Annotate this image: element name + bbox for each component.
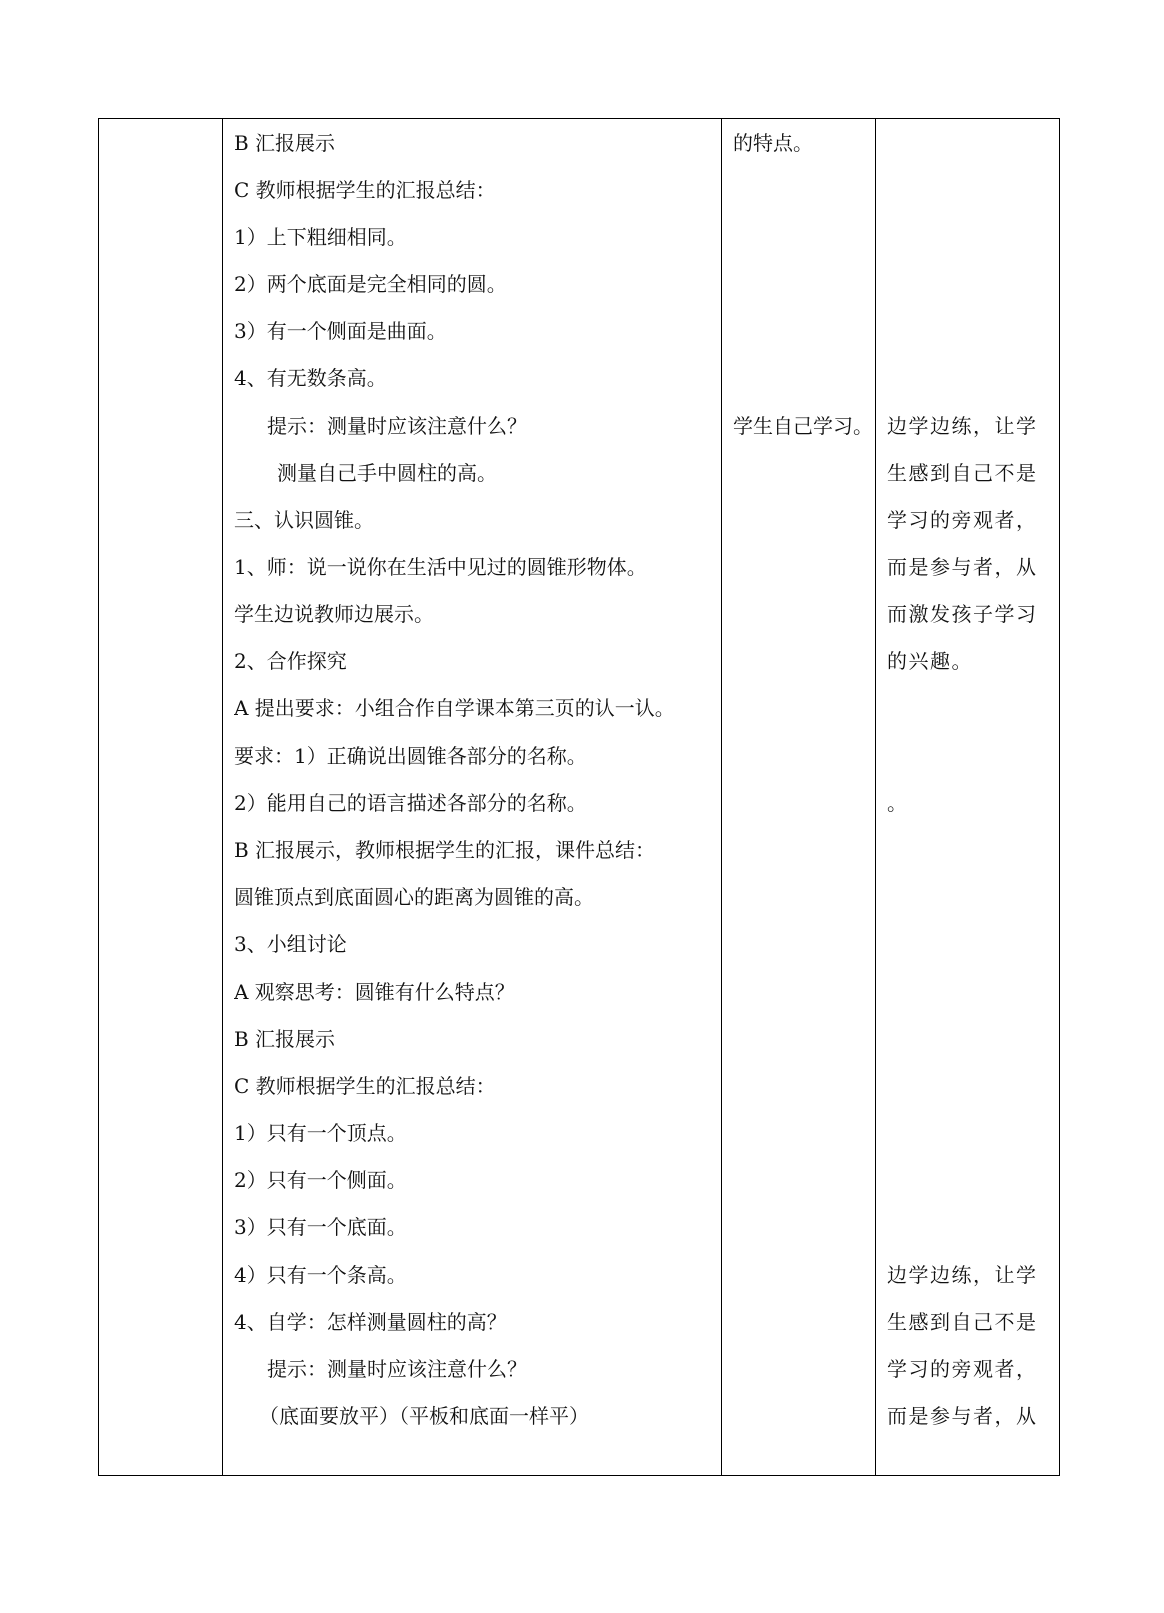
text-line: 学生自己学习。 [733, 414, 873, 438]
teaching-process-column [234, 119, 720, 1475]
text-line: 提示：测量时应该注意什么？ [267, 414, 527, 438]
text-line: B 汇报展示 [234, 1027, 336, 1051]
text-line: 而是参与者，从 [887, 555, 1038, 579]
text-line: A 观察思考：圆锥有什么特点？ [234, 980, 515, 1004]
table-column-divider [222, 119, 223, 1475]
text-line: 而激发孩子学习 [887, 602, 1038, 626]
text-line: 而是参与者，从 [887, 1404, 1038, 1428]
text-line: 测量自己手中圆柱的高。 [277, 461, 497, 485]
text-line: 生感到自己不是 [887, 1310, 1038, 1334]
text-line: 1）只有一个顶点。 [234, 1121, 407, 1145]
text-line: 圆锥顶点到底面圆心的距离为圆锥的高。 [234, 885, 594, 909]
text-line: 的兴趣。 [887, 649, 973, 673]
text-line: B 汇报展示，教师根据学生的汇报，课件总结： [234, 838, 656, 862]
text-line: 4、自学：怎样测量圆柱的高？ [234, 1310, 507, 1334]
text-line: 3、小组讨论 [234, 932, 347, 956]
text-line: 的特点。 [733, 131, 813, 155]
text-line: A 提出要求：小组合作自学课本第三页的认一认。 [234, 696, 675, 720]
text-line: C 教师根据学生的汇报总结： [234, 178, 496, 202]
text-line: 边学边练，让学 [887, 414, 1038, 438]
text-line: C 教师根据学生的汇报总结： [234, 1074, 496, 1098]
text-line: 2）能用自己的语言描述各部分的名称。 [234, 791, 587, 815]
text-line: 1）上下粗细相同。 [234, 225, 407, 249]
lesson-plan-table [98, 118, 1060, 1476]
text-line: 要求：1）正确说出圆锥各部分的名称。 [234, 744, 587, 768]
text-line: 3）只有一个底面。 [234, 1215, 407, 1239]
text-line: （底面要放平）（平板和底面一样平） [259, 1404, 589, 1428]
text-line: 生感到自己不是 [887, 461, 1038, 485]
text-line: 3）有一个侧面是曲面。 [234, 319, 447, 343]
text-line: 。 [887, 791, 909, 815]
text-line: 学习的旁观者， [887, 1357, 1038, 1381]
text-line: 2）只有一个侧面。 [234, 1168, 407, 1192]
text-line: 4）只有一个条高。 [234, 1263, 407, 1287]
text-line: 2、合作探究 [234, 649, 347, 673]
student-activity-column [733, 119, 875, 1475]
text-line: 边学边练，让学 [887, 1263, 1038, 1287]
text-line: B 汇报展示 [234, 131, 336, 155]
text-line: 学生边说教师边展示。 [234, 602, 434, 626]
table-column-divider [721, 119, 722, 1475]
design-intent-column [887, 119, 1055, 1475]
text-line: 学习的旁观者， [887, 508, 1038, 532]
table-column-divider [875, 119, 876, 1475]
text-line: 提示：测量时应该注意什么？ [267, 1357, 527, 1381]
text-line: 三、认识圆锥。 [234, 508, 374, 532]
text-line: 4、有无数条高。 [234, 366, 387, 390]
text-line: 2）两个底面是完全相同的圆。 [234, 272, 507, 296]
text-line: 1、师：说一说你在生活中见过的圆锥形物体。 [234, 555, 647, 579]
